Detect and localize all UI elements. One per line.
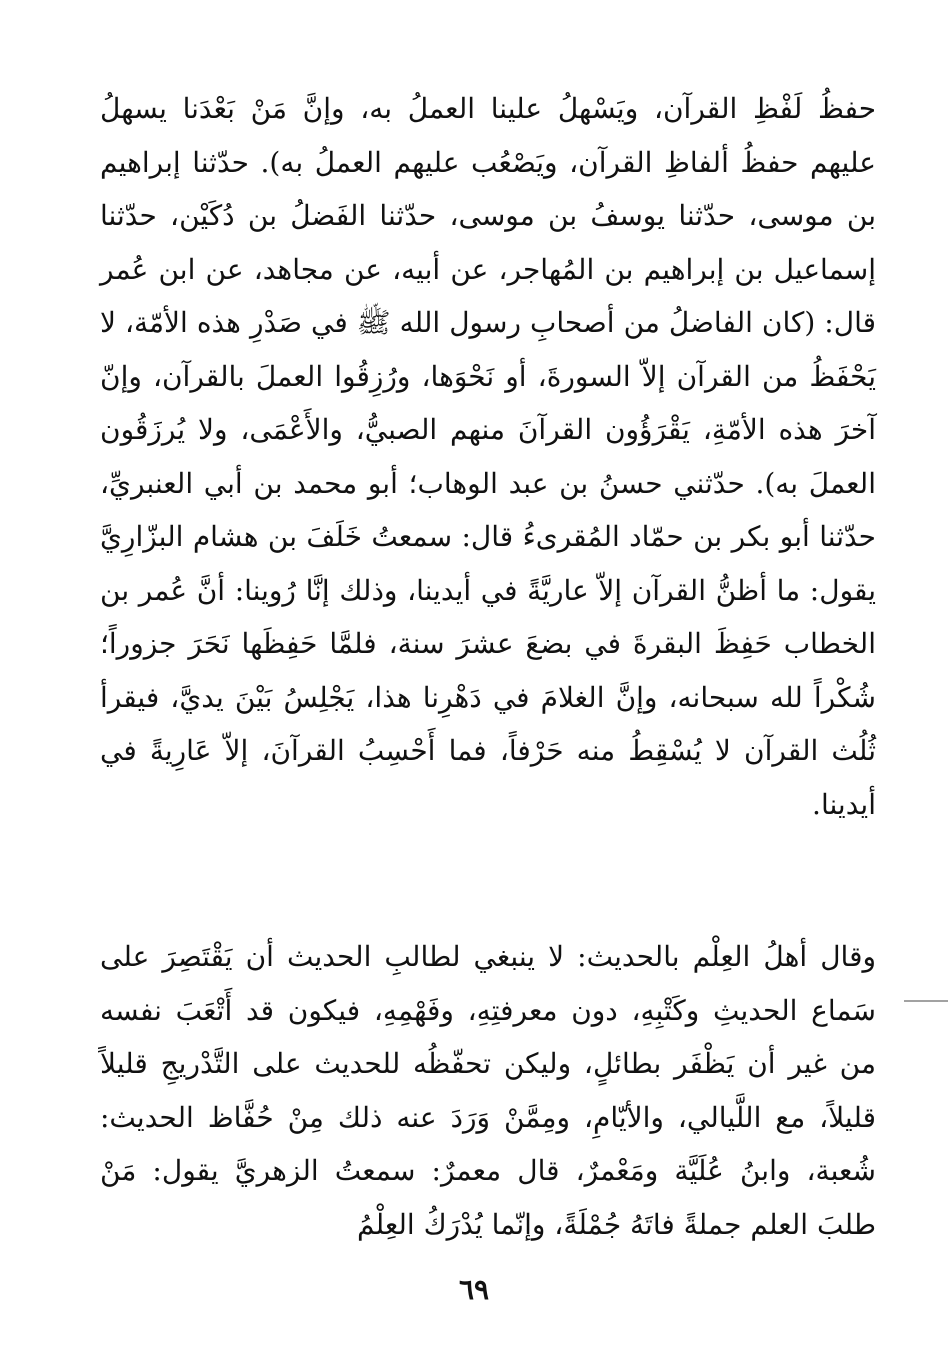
page-number: ٦٩ xyxy=(458,1273,490,1306)
paragraph-hadith-narrations xyxy=(100,82,876,831)
paragraph-hadith-scholars xyxy=(100,930,876,1251)
paragraph-2-text: وقال أهلُ العِلْم بالحديث: لا ينبغي لطالبِ الحديث أن يَقْتَصِرَ على سَماع الحديثِ وكَتْبِهِ، دون معرفتِهِ، وفَهْمِهِ، فيكون قد أَتْعَبَ نفسه من غير أن يَظْفَر بطائلٍ، وليكن تحفّظُه للحديث على التَّدْريجِ قليلاً قليلاً، مع اللَّيالي، والأيّامِ، ومِمَّنْ وَرَدَ عنه ذلك مِنْ حُفَّاظ الحديث: شُعبة، وابنُ عُلَيَّة ومَعْمرٌ، قال معمرٌ: سمعتُ الزهريَّ يقول: مَنْ طلبَ العلم جملةً فاتَهُ جُمْلَةً، وإنّما يُدْرَكُ العِلْمُ xyxy=(100,940,876,1241)
paragraph-1-text: حفظُ لَفْظِ القرآن، ويَسْهلُ علينا العملُ به، وإنَّ مَنْ بَعْدَنا يسهلُ عليهم حفظُ ألفاظِ القرآن، ويَصْعُب عليهم العملُ به). حدّثنا إبراهيم بن موسى، حدّثنا يوسفُ بن موسى، حدّثنا الفَضلُ بن دُكَيْن، حدّثنا إسماعيل بن إبراهيم بن المُهاجر، عن أبيه، عن مجاهد، عن ابن عُمر قال: (كان الفاضلُ من أصحابِ رسول الله ﷺ في صَدْرِ هذه الأمّة، لا يَحْفَظُ من القرآن إلاّ السورةَ، أو نَحْوَها، ورُزِقُوا العملَ بالقرآن، وإنّ آخرَ هذه الأمّةِ، يَقْرَؤُون القرآنَ منهم الصبيُّ، والأَعْمَى، ولا يُرزَقُون العملَ به). حدّثني حسنُ بن عبد الوهاب؛ أبو محمد بن أبي العنبريِّ، حدّثنا أبو بكر بن حمّاد المُقرىءُ قال: سمعتُ خَلَفَ بن هشام البزّارِيَّ يقول: ما أظنُّ القرآن إلاّ عاريَّةً في أيدينا، وذلك إنَّا رُوينا: أنَّ عُمر بن الخطاب حَفِظَ البقرةَ في بضعَ عشرَ سنة، فلمَّا حَفِظَها نَحَرَ جزوراً؛ شُكْراً لله سبحانه، وإنَّ الغلامَ في دَهْرِنا هذا، يَجْلِسُ بَيْنَ يديَّ، فيقرأ ثُلُث القرآن لا يُسْقِطُ منه حَرْفاً، فما أَحْسِبُ القرآنَ، إلاّ عَارِيةً في أيدينا. xyxy=(100,92,876,821)
margin-mark xyxy=(904,1000,948,1002)
